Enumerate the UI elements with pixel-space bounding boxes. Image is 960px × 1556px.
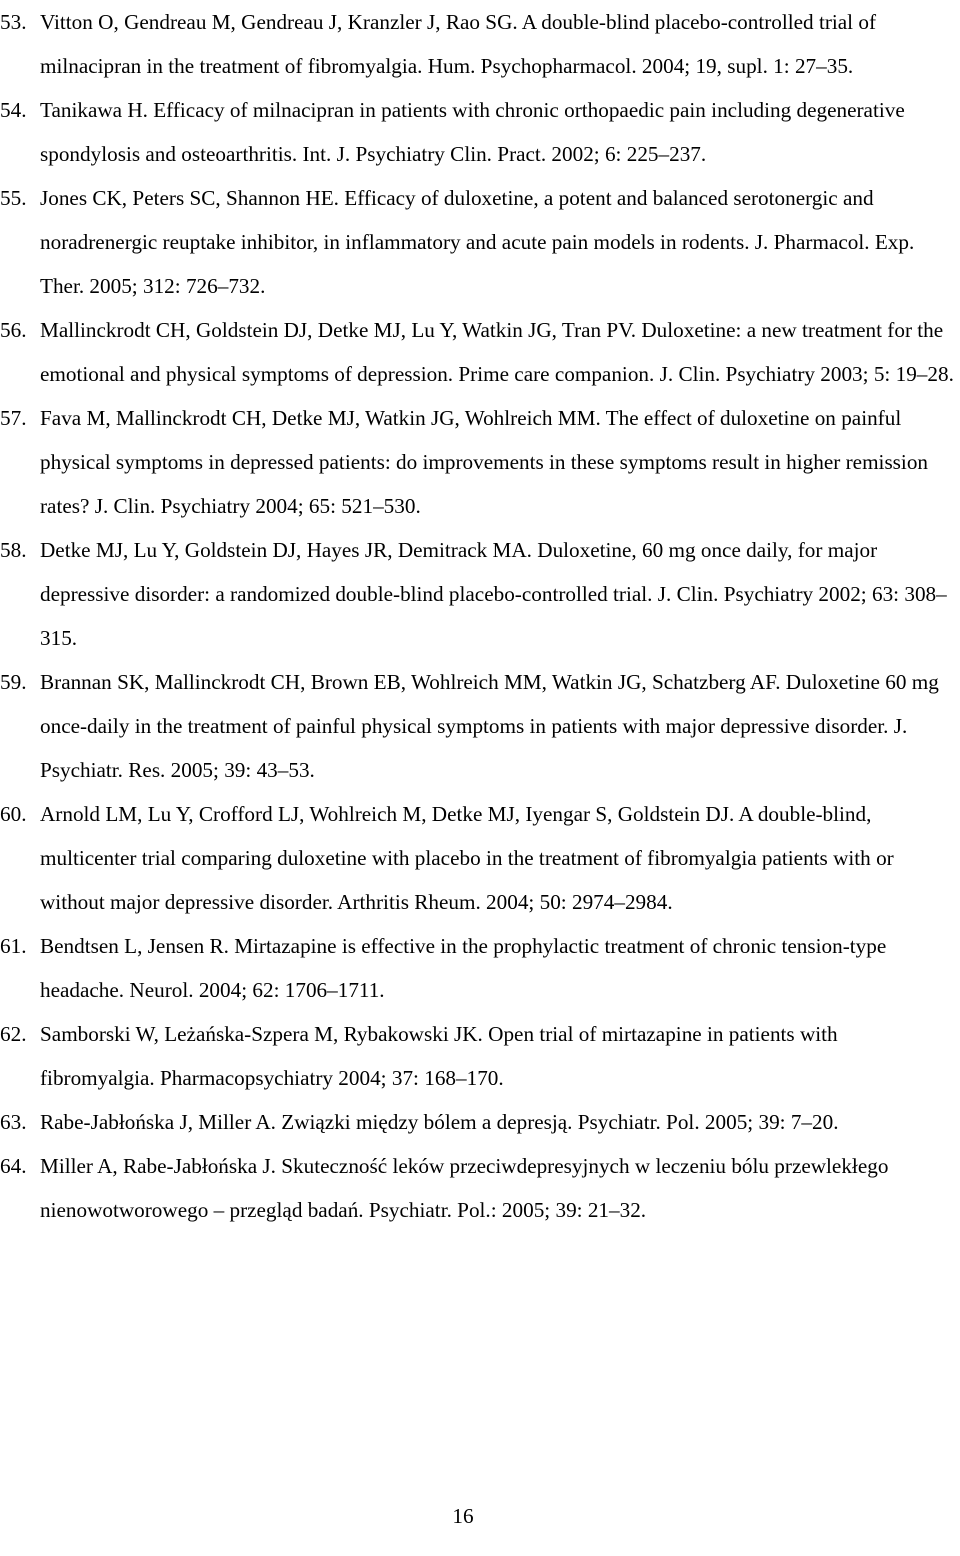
page-number: 16 <box>452 1504 474 1528</box>
reference-number: 56. <box>0 318 27 342</box>
reference-58 <box>0 528 960 660</box>
reference-text: Arnold LM, Lu Y, Crofford LJ, Wohlreich M, Detke MJ, Iyengar S, Goldstein DJ. A double-blind, multicenter trial comparing duloxetine with placebo in the treatment of fibromyalgia patients with or without major depressive disorder. Arthritis Rheum. 2004; 50: 2974–2984. <box>40 802 894 914</box>
reference-63 <box>0 1100 960 1144</box>
reference-text: Samborski W, Leżańska-Szpera M, Rybakowski JK. Open trial of mirtazapine in patients with fibromyalgia. Pharmacopsychiatry 2004; 37: 168–170. <box>40 1022 838 1090</box>
reference-54 <box>0 88 960 176</box>
reference-text: Detke MJ, Lu Y, Goldstein DJ, Hayes JR, Demitrack MA. Duloxetine, 60 mg once daily, for major depressive disorder: a randomized double-blind placebo-controlled trial. J. Clin. Psychiatry 2002; 63: 308–315. <box>40 538 947 650</box>
reference-text: Miller A, Rabe-Jabłońska J. Skuteczność leków przeciwdepresyjnych w leczeniu bólu przewlekłego nienowotworowego – przegląd badań. Psychiatr. Pol.: 2005; 39: 21–32. <box>40 1154 889 1222</box>
reference-text: Vitton O, Gendreau M, Gendreau J, Kranzler J, Rao SG. A double-blind placebo-controlled trial of milnacipran in the treatment of fibromyalgia. Hum. Psychopharmacol. 2004; 19, supl. 1: 27–35. <box>40 10 877 78</box>
reference-number: 62. <box>0 1022 27 1046</box>
reference-number: 58. <box>0 538 27 562</box>
reference-number: 63. <box>0 1110 27 1134</box>
reference-text: Jones CK, Peters SC, Shannon HE. Efficacy of duloxetine, a potent and balanced serotonergic and noradrenergic reuptake inhibitor, in inflammatory and acute pain models in rodents. J. Pharmacol. Exp. Ther. 2005; 312: 726–732. <box>40 186 915 298</box>
reference-59 <box>0 660 960 792</box>
reference-text: Fava M, Mallinckrodt CH, Detke MJ, Watkin JG, Wohlreich MM. The effect of duloxetine on painful physical symptoms in depressed patients: do improvements in these symptoms result in higher remission rates? J. Clin. Psychiatry 2004; 65: 521–530. <box>40 406 929 518</box>
reference-53 <box>0 0 960 88</box>
reference-56 <box>0 308 960 396</box>
reference-number: 57. <box>0 406 27 430</box>
reference-text: Tanikawa H. Efficacy of milnacipran in patients with chronic orthopaedic pain including degenerative spondylosis and osteoarthritis. Int. J. Psychiatry Clin. Pract. 2002; 6: 225–237. <box>40 98 905 166</box>
reference-61 <box>0 924 960 1012</box>
reference-number: 54. <box>0 98 27 122</box>
reference-55 <box>0 176 960 308</box>
reference-number: 53. <box>0 10 27 34</box>
reference-60 <box>0 792 960 924</box>
reference-number: 60. <box>0 802 27 826</box>
reference-text: Mallinckrodt CH, Goldstein DJ, Detke MJ, Lu Y, Watkin JG, Tran PV. Duloxetine: a new treatment for the emotional and physical symptoms of depression. Prime care companion. J. Clin. Psychiatry 2003; 5: 19–28. <box>40 318 954 386</box>
reference-text: Bendtsen L, Jensen R. Mirtazapine is effective in the prophylactic treatment of chronic tension-type headache. Neurol. 2004; 62: 1706–1711. <box>40 934 887 1002</box>
reference-number: 55. <box>0 186 27 210</box>
reference-text: Brannan SK, Mallinckrodt CH, Brown EB, Wohlreich MM, Watkin JG, Schatzberg AF. Duloxetine 60 mg once-daily in the treatment of painful physical symptoms in patients with major depressive disorder. J. Psychiatr. Res. 2005; 39: 43–53. <box>40 670 939 782</box>
reference-text: Rabe-Jabłońska J, Miller A. Związki między bólem a depresją. Psychiatr. Pol. 2005; 39: 7–20. <box>40 1110 839 1134</box>
reference-64 <box>0 1144 960 1232</box>
reference-number: 64. <box>0 1154 27 1178</box>
reference-number: 59. <box>0 670 27 694</box>
reference-62 <box>0 1012 960 1100</box>
reference-57 <box>0 396 960 528</box>
reference-number: 61. <box>0 934 27 958</box>
